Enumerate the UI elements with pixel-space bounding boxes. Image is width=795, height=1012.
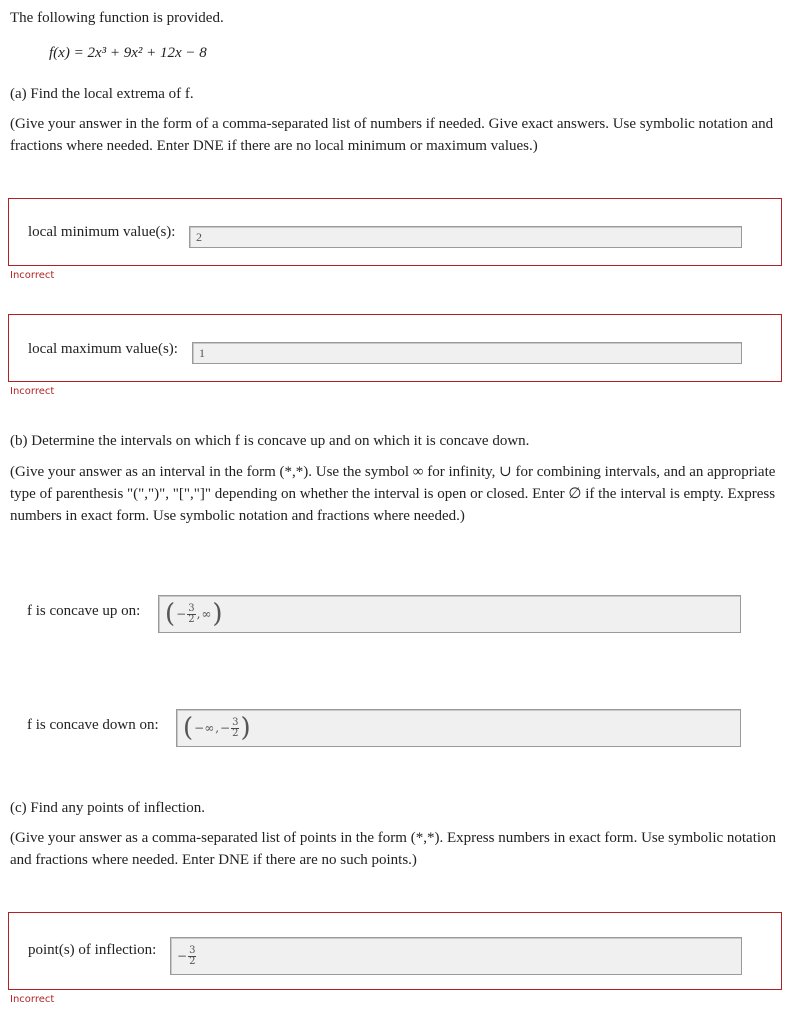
inflection-label: point(s) of inflection: [28,942,157,958]
part-b-instructions: (Give your answer as an interval in the form (*,*). Use the symbol ∞ for infinity, ∪ for combining intervals, and an appropriate type of parenthesis "(",")", "[","]" depending on whether the interval is open or closed. Enter ∅ if the interval is empty. Express numbers in exact form. Use symbolic notation and fractions where needed.) [10,464,776,524]
concave-down-label: f is concave down on: [27,717,159,733]
inflection-status: Incorrect [10,994,55,1005]
concave-up-label: f is concave up on: [27,603,141,619]
local-min-status: Incorrect [10,270,55,281]
local-min-answer-box [8,198,782,266]
local-max-status: Incorrect [10,386,55,397]
part-a-instructions: (Give your answer in the form of a comma-separated list of numbers if needed. Give exact answers. Use symbolic notation and fractions where needed. Enter DNE if there are no local minimum or maximum values.) [10,116,774,154]
local-max-input[interactable]: 1 [192,342,742,364]
concave-up-input[interactable] [158,595,741,633]
concave-up-expression: ( − $\frac{3}{2}$ , ∞ ) [165,599,223,629]
local-min-label: local minimum value(s): [28,224,176,240]
concave-down-input[interactable] [176,709,741,747]
inflection-input[interactable] [170,937,742,975]
local-max-label: local maximum value(s): [28,341,178,357]
fraction: $\frac{3}{2}$ [189,944,196,967]
concave-up-answer-box [8,580,782,650]
concave-down-expression: ( −∞ , − $\frac{3}{2}$ ) [183,713,251,743]
local-max-answer-box [8,314,782,382]
function-definition: f(x) = 2x³ + 9x² + 12x − 8 [49,45,207,61]
inflection-answer-box [8,912,782,990]
part-c-instructions: (Give your answer as a comma-separated list of points in the form (*,*). Express numbers in exact form. Use symbolic notation and fractions where needed. Enter DNE if there are no such points.) [10,830,777,868]
part-c-question: (c) Find any points of inflection. [10,800,205,816]
fraction: $\frac{3}{2}$ [188,602,195,625]
intro-text: The following function is provided. [10,10,224,26]
fraction: $\frac{3}{2}$ [232,716,239,739]
part-b-question: (b) Determine the intervals on which f is concave up and on which it is concave down. [10,433,530,449]
inflection-expression: − $\frac{3}{2}$ [177,944,196,967]
part-a-question: (a) Find the local extrema of f. [10,86,194,102]
local-min-input[interactable]: 2 [189,226,742,248]
concave-down-answer-box [8,694,782,764]
